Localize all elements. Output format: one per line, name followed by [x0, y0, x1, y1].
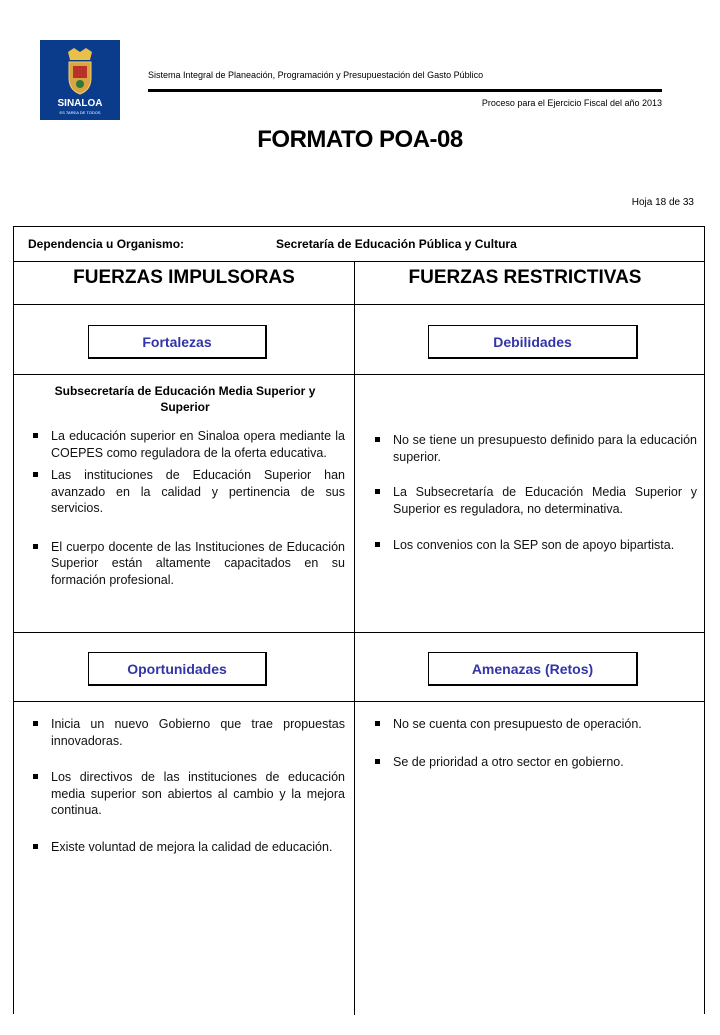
dependency-row: [28, 237, 517, 251]
list-item: La educación superior en Sinaloa opera mediante la COEPES como reguladora de la oferta educativa.: [30, 428, 345, 461]
dependency-label: Dependencia u Organismo:: [28, 237, 185, 251]
document-title: FORMATO POA-08: [257, 126, 463, 153]
list-item: Existe voluntad de mejora la calidad de educación.: [30, 839, 345, 856]
logo-text: SINALOA: [57, 98, 103, 109]
threats-box: Amenazas (Retos): [428, 652, 638, 686]
list-item: Las instituciones de Educación Superior han avanzado en la calidad y pertinencia de sus servicios.: [30, 467, 345, 517]
list-item: Los convenios con la SEP son de apoyo bipartista.: [372, 537, 697, 554]
system-title: Sistema Integral de Planeación, Programación y Presupuestación del Gasto Público: [148, 70, 484, 80]
list-item: Los directivos de las instituciones de educación media superior son abiertos al cambio y la mejora continua.: [30, 769, 345, 819]
row-divider: [14, 304, 704, 305]
row-divider: [14, 261, 704, 262]
list-item: El cuerpo docente de las Instituciones de Educación Superior están altamente capacitados en su formación profesional.: [30, 539, 345, 589]
opportunities-box: Oportunidades: [88, 652, 267, 686]
restrictive-forces-heading: FUERZAS RESTRICTIVAS: [408, 267, 642, 288]
threats-list: [372, 716, 697, 770]
dependency-value: Secretaría de Educación Pública y Cultura: [276, 237, 517, 251]
weaknesses-list: [372, 432, 697, 554]
opportunities-list: [30, 716, 345, 855]
strengths-box: Fortalezas: [88, 325, 267, 359]
strengths-list: [30, 428, 345, 588]
logo-tagline: ES TAREA DE TODOS: [59, 110, 101, 115]
row-divider: [14, 374, 704, 375]
driving-forces-heading: FUERZAS IMPULSORAS: [73, 267, 295, 288]
sheet-number: Hoja 18 de 33: [631, 197, 694, 208]
process-label: Proceso para el Ejercicio Fiscal del año 2013: [481, 98, 662, 108]
list-item: Inicia un nuevo Gobierno que trae propuestas innovadoras.: [30, 716, 345, 749]
list-item: La Subsecretaría de Educación Media Superior y Superior es reguladora, no determinativa.: [372, 484, 697, 517]
foda-table: [13, 226, 705, 1014]
list-item: Se de prioridad a otro sector en gobierno.: [372, 754, 697, 771]
list-item: No se tiene un presupuesto definido para la educación superior.: [372, 432, 697, 465]
strengths-subtitle: Subsecretaría de Educación Media Superior y Superior: [54, 384, 316, 414]
list-item: No se cuenta con presupuesto de operación.: [372, 716, 697, 733]
sinaloa-logo: [40, 40, 120, 120]
row-divider: [14, 632, 704, 633]
row-divider: [14, 701, 704, 702]
header-rule: [148, 89, 662, 92]
weaknesses-box: Debilidades: [428, 325, 638, 359]
